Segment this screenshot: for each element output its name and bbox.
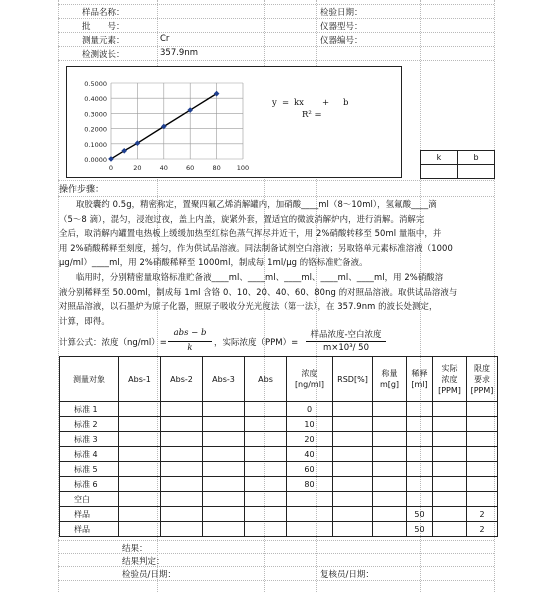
wavelength-value: 357.9nm [160, 48, 199, 58]
column-header: 稀释 [ml] [407, 357, 433, 402]
table-cell[interactable] [407, 402, 433, 417]
procedure-paragraph-1 [59, 197, 495, 270]
row-label: 样品 [60, 507, 119, 522]
x-tick-label: 0 [108, 164, 114, 172]
column-header: 浓度 [ng/ml] [287, 357, 333, 402]
row-label: 标准 1 [60, 402, 119, 417]
result-label: 结果： [122, 544, 148, 554]
y-tick-label: 0.3000 [84, 110, 107, 119]
x-tick-label: 20 [133, 164, 142, 172]
kb-header-b: b [458, 151, 495, 165]
table-cell[interactable] [203, 507, 245, 522]
grid-row-line [58, 4, 494, 5]
table-cell[interactable] [467, 447, 498, 462]
table-cell[interactable] [467, 432, 498, 447]
equation-y: y [272, 98, 277, 108]
procedure-line: （5～8 滴），混匀，浸泡过夜，盖上内盖，旋紧外套，置适宜的微波消解炉内，进行消解。消解完 [59, 213, 425, 224]
procedure-line: 用 2%硝酸稀释至刻度，摇匀，作为供试品溶液。同法制备试剂空白溶液；另取铬单元素标准溶液（1000 [59, 242, 453, 253]
procedure-line: 对照品溶液，以石墨炉为原子化器，照原子吸收分光光度法（第一法），在 357.9nm 的波长处测定， [59, 301, 438, 311]
formula-prefix: 计算公式：浓度（ng/ml）= [59, 338, 167, 348]
table-cell[interactable] [433, 432, 467, 447]
table-cell[interactable] [433, 477, 467, 492]
table-cell[interactable] [245, 417, 287, 432]
instrument-no-label: 仪器编号： [320, 36, 363, 46]
table-cell[interactable] [433, 522, 467, 537]
x-tick-label: 100 [236, 164, 250, 172]
table-cell[interactable] [161, 492, 203, 507]
row-label: 空白 [60, 492, 119, 507]
formula-middle: ，实际浓度（PPM）= [214, 338, 299, 348]
table-cell[interactable] [119, 462, 161, 477]
table-cell[interactable] [119, 477, 161, 492]
table-cell[interactable] [203, 417, 245, 432]
fraction-bar [168, 341, 212, 342]
table-cell[interactable]: 80 [287, 477, 333, 492]
table-cell[interactable] [433, 402, 467, 417]
grid-row-line [58, 32, 494, 33]
table-row [60, 522, 498, 537]
table-cell[interactable] [287, 522, 333, 537]
table-cell[interactable] [333, 432, 373, 447]
table-cell[interactable] [245, 432, 287, 447]
element-label: 测量元素： [82, 36, 125, 46]
table-cell[interactable] [119, 522, 161, 537]
procedure-paragraph-2 [59, 270, 495, 328]
table-cell[interactable] [203, 447, 245, 462]
table-cell[interactable] [373, 522, 407, 537]
grid-row-line [58, 18, 494, 19]
row-label: 标准 2 [60, 417, 119, 432]
x-tick-label: 80 [212, 164, 221, 172]
measurement-table [59, 356, 498, 537]
table-cell[interactable] [245, 522, 287, 537]
table-cell[interactable] [433, 447, 467, 462]
x-tick-label: 60 [186, 164, 195, 172]
judgement-label: 结果判定： [122, 557, 165, 567]
column-header: 称量 m[g] [373, 357, 407, 402]
formula-numerator-2: 样品浓度-空白浓度 [310, 330, 382, 340]
table-cell[interactable] [119, 492, 161, 507]
equation-plus: + [322, 98, 330, 108]
table-cell[interactable]: 10 [287, 417, 333, 432]
table-cell[interactable] [333, 417, 373, 432]
table-cell[interactable] [161, 522, 203, 537]
table-cell[interactable] [119, 402, 161, 417]
table-cell[interactable] [407, 492, 433, 507]
table-row [60, 507, 498, 522]
instrument-model-label: 仪器型号： [320, 22, 363, 32]
table-row [60, 432, 498, 447]
table-cell[interactable]: 60 [287, 462, 333, 477]
formula-numerator-1: abs − b [173, 328, 207, 338]
table-row [60, 462, 498, 477]
table-cell[interactable] [373, 447, 407, 462]
procedure-line: 取胶囊约 0.5g，精密称定，置聚四氟乙烯消解罐内，加硝酸____ml（8～10ml），氢氟酸____滴 [59, 199, 437, 209]
row-label: 标准 5 [60, 462, 119, 477]
table-row [60, 402, 498, 417]
fraction-bar [306, 341, 386, 342]
table-cell[interactable]: 50 [407, 507, 433, 522]
table-cell[interactable] [203, 462, 245, 477]
y-tick-label: 0.1000 [84, 140, 107, 149]
table-cell[interactable] [373, 417, 407, 432]
column-header: 测量对象 [60, 357, 119, 402]
formula-denominator-1: k [187, 343, 193, 353]
table-cell[interactable] [333, 447, 373, 462]
table-cell[interactable] [119, 432, 161, 447]
table-cell[interactable] [161, 477, 203, 492]
table-cell[interactable] [161, 507, 203, 522]
table-cell[interactable] [203, 477, 245, 492]
y-tick-label: 0.5000 [84, 80, 107, 88]
table-cell[interactable] [119, 507, 161, 522]
grid-row-line [58, 60, 494, 61]
row-label: 标准 3 [60, 432, 119, 447]
table-cell[interactable] [333, 507, 373, 522]
table-cell[interactable] [373, 492, 407, 507]
table-row [60, 492, 498, 507]
equation-kx: kx [294, 98, 304, 108]
table-cell[interactable] [373, 462, 407, 477]
table-cell[interactable]: 40 [287, 447, 333, 462]
grid-row-line [58, 180, 494, 181]
kb-table [420, 150, 495, 179]
inspector-label: 检验员/日期： [122, 570, 176, 580]
test-date-label: 检验日期： [320, 8, 363, 18]
table-cell[interactable] [407, 477, 433, 492]
table-cell[interactable] [245, 462, 287, 477]
column-header: Abs-2 [161, 357, 203, 402]
procedure-line: 计算，即得。 [59, 315, 110, 326]
equation-r-squared: R² = [302, 110, 322, 120]
table-cell[interactable] [245, 492, 287, 507]
table-cell[interactable] [467, 462, 498, 477]
table-row [60, 417, 498, 432]
table-cell[interactable]: 0 [287, 402, 333, 417]
table-cell[interactable]: 2 [467, 522, 498, 537]
table-cell[interactable] [203, 402, 245, 417]
x-tick-label: 40 [159, 164, 168, 172]
column-header: RSD[%] [333, 357, 373, 402]
table-cell[interactable] [203, 492, 245, 507]
table-cell[interactable]: 2 [467, 507, 498, 522]
table-cell[interactable] [203, 432, 245, 447]
procedure-line: 全后，取消解内罐置电热板上缓缓加热至红棕色蒸气挥尽并近干，用 2%硝酸转移至 50ml 量瓶中，并 [59, 228, 442, 238]
k-value-cell[interactable] [421, 165, 458, 179]
row-label: 标准 4 [60, 447, 119, 462]
table-cell[interactable] [407, 462, 433, 477]
table-cell[interactable] [467, 477, 498, 492]
table-body [60, 402, 498, 537]
table-cell[interactable] [333, 522, 373, 537]
y-tick-label: 0.2000 [84, 125, 107, 134]
column-header: Abs-3 [203, 357, 245, 402]
sample-name-label: 样品名称： [82, 8, 125, 18]
table-cell[interactable] [245, 402, 287, 417]
table-row [60, 477, 498, 492]
column-header: Abs [245, 357, 287, 402]
table-cell[interactable]: 50 [407, 522, 433, 537]
table-header-row [60, 357, 498, 402]
chart-svg [67, 67, 401, 177]
table-cell[interactable] [407, 447, 433, 462]
equation-b: b [343, 98, 349, 108]
table-cell[interactable] [433, 417, 467, 432]
table-cell[interactable] [467, 492, 498, 507]
procedure-line: μg/ml）____ml，用 2%硝酸稀释至 1000ml，制成每 1ml/μg 的铬标准贮备液。 [59, 257, 368, 267]
table-cell[interactable] [333, 462, 373, 477]
table-row [60, 447, 498, 462]
table-cell[interactable] [161, 447, 203, 462]
element-value: Cr [160, 34, 170, 44]
table-cell[interactable] [333, 402, 373, 417]
grid-row-line [58, 580, 494, 581]
table-cell[interactable] [119, 417, 161, 432]
y-tick-label: 0.0000 [84, 156, 107, 164]
wavelength-label: 检测波长： [82, 50, 125, 60]
table-cell[interactable] [373, 477, 407, 492]
table-cell[interactable] [407, 417, 433, 432]
table-cell[interactable] [287, 507, 333, 522]
procedure-title: 操作步骤： [59, 185, 105, 195]
table-cell[interactable] [245, 507, 287, 522]
column-header: 限度 要求 [PPM] [467, 357, 498, 402]
reviewer-label: 复核员/日期： [320, 570, 374, 580]
grid-row-line [58, 46, 494, 47]
table-cell[interactable] [119, 447, 161, 462]
batch-label: 批 号： [82, 22, 125, 32]
table-cell[interactable] [161, 432, 203, 447]
b-value-cell[interactable] [458, 165, 495, 179]
table-cell[interactable] [373, 432, 407, 447]
table-cell[interactable] [373, 402, 407, 417]
kb-header-k: k [421, 151, 458, 165]
table-cell[interactable] [433, 492, 467, 507]
table-cell[interactable] [433, 462, 467, 477]
equation-equals: = [282, 98, 290, 108]
procedure-line: 临用时，分别精密量取铬标准贮备液____ml、____ml、____ml、____ml、____ml，用 2%硝酸溶 [59, 272, 444, 282]
row-label: 样品 [60, 522, 119, 537]
table-cell[interactable] [245, 477, 287, 492]
table-cell[interactable] [161, 417, 203, 432]
row-label: 标准 6 [60, 477, 119, 492]
table-cell[interactable] [161, 462, 203, 477]
column-header: Abs-1 [119, 357, 161, 402]
calibration-chart [66, 66, 402, 178]
table-cell[interactable] [203, 522, 245, 537]
table-cell[interactable] [467, 402, 498, 417]
table-cell[interactable] [161, 402, 203, 417]
table-cell[interactable] [373, 507, 407, 522]
y-tick-label: 0.4000 [84, 95, 107, 104]
table-cell[interactable] [287, 492, 333, 507]
grid-row-line [58, 540, 494, 541]
table-cell[interactable] [467, 417, 498, 432]
table-cell[interactable] [333, 477, 373, 492]
table-cell[interactable] [407, 432, 433, 447]
table-cell[interactable] [245, 447, 287, 462]
procedure-line: 液分别稀释至 50.00ml，制成每 1ml 含铬 0、10、20、40、60、80ng 的对照品溶液。取供试品溶液与 [59, 286, 458, 297]
table-cell[interactable] [333, 492, 373, 507]
column-header: 实际 浓度 [PPM] [433, 357, 467, 402]
table-cell[interactable] [433, 507, 467, 522]
formula-denominator-2: m×10³/ 50 [322, 343, 369, 353]
table-cell[interactable]: 20 [287, 432, 333, 447]
